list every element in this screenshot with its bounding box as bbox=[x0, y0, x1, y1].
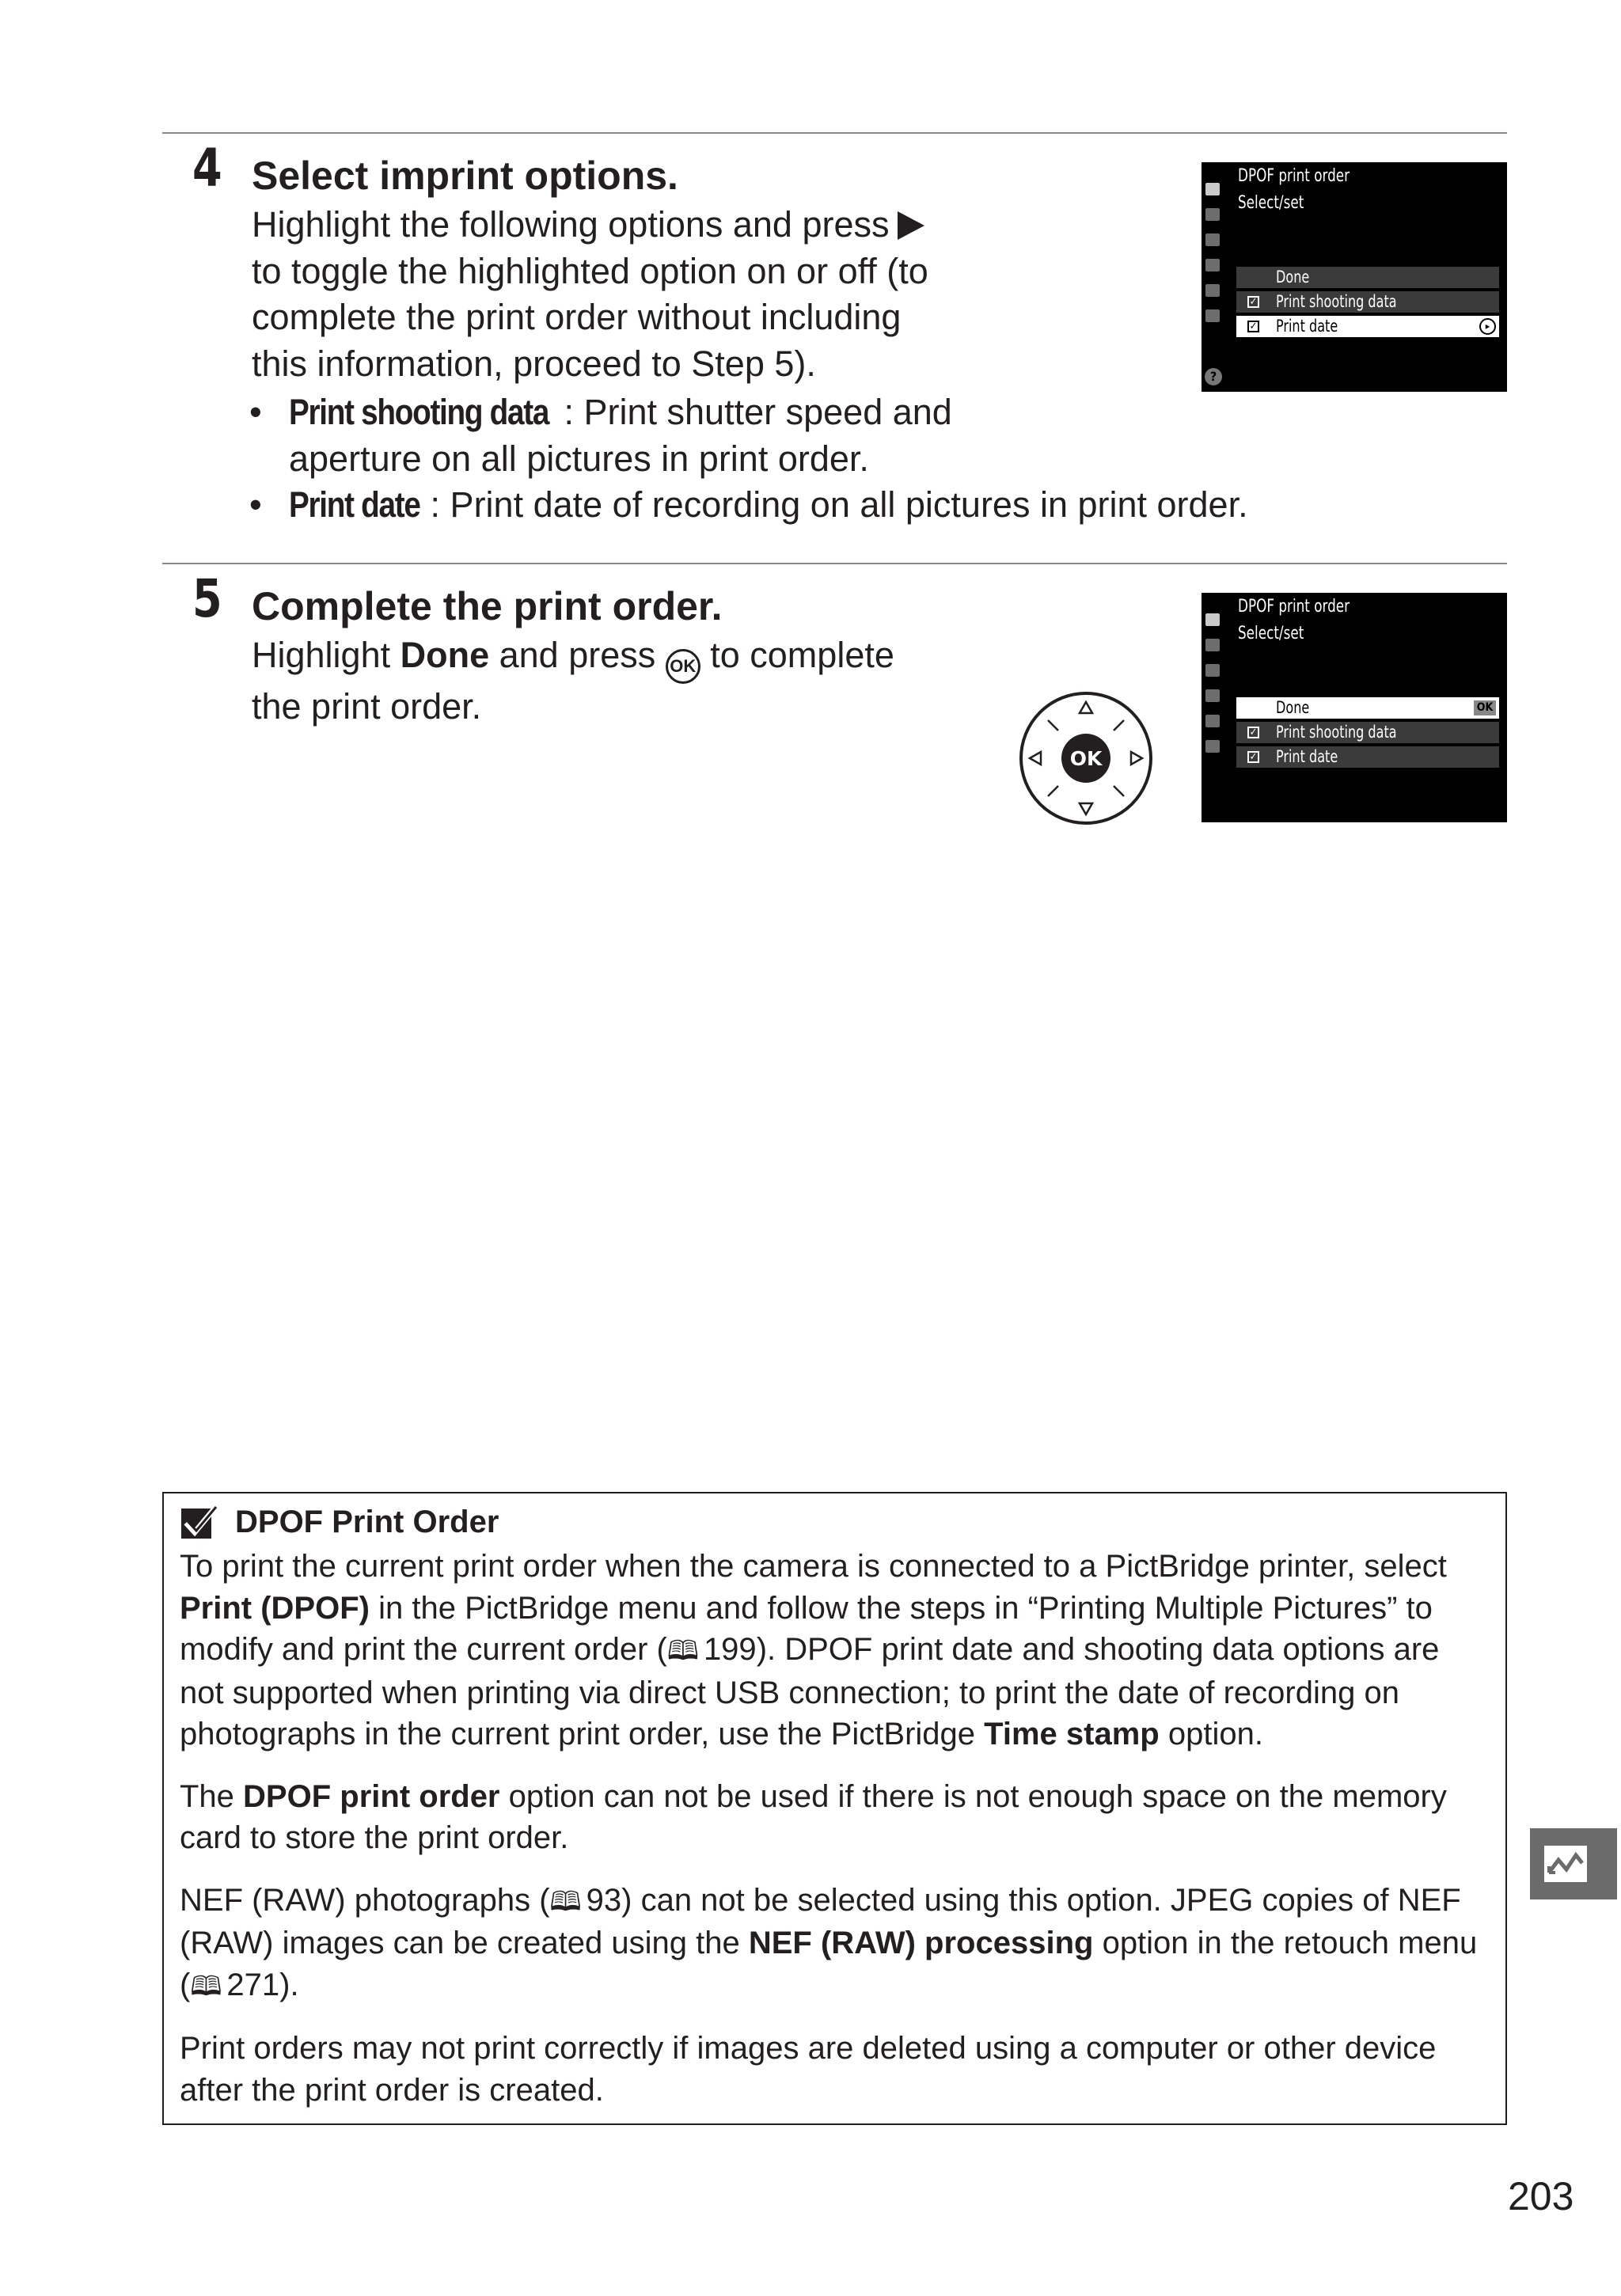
ok-button-glyph: OK bbox=[666, 649, 700, 684]
note-box-dpof-print-order bbox=[162, 1492, 1507, 2125]
pencil-icon bbox=[1205, 664, 1220, 677]
step-5-body: Highlight Done and press OK to complete the print order. bbox=[252, 632, 894, 731]
book-reference-icon: 🕮 bbox=[190, 1970, 222, 2002]
step-number-4: 4 bbox=[192, 138, 222, 199]
step-4-body-line-3: complete the print order without including bbox=[252, 297, 902, 337]
menu-sidebar bbox=[1202, 607, 1224, 805]
multi-selector-dial-icon bbox=[1019, 691, 1153, 825]
screen-title: DPOF print order bbox=[1238, 597, 1350, 617]
menu-row-print-shooting-data[interactable]: ✓ Print shooting data bbox=[1236, 291, 1499, 313]
checkmark-note-icon bbox=[180, 1505, 218, 1540]
term-print-date: Print date bbox=[289, 484, 420, 525]
checkbox-checked-icon: ✓ bbox=[1247, 727, 1259, 738]
camera-screen-complete-order bbox=[1202, 593, 1507, 822]
dial-ok-label: OK bbox=[1069, 747, 1103, 770]
screen-subtitle: Select/set bbox=[1238, 193, 1304, 213]
note-paragraph-1: To print the current print order when the camera is connected to a PictBridge printer, select Print (DPOF) in the PictBridge menu and follow the steps in “Printing Multiple Pictures” to modify and print the current order (🕮 199). DPOF print date and shooting data options are not supported when printing via direct USB connection; to print the date of recording on photographs in the current print order, use the PictBridge Time stamp option. bbox=[180, 1549, 1447, 1751]
help-icon: ? bbox=[1205, 368, 1222, 385]
menu-row-print-date[interactable]: ✓ Print date bbox=[1236, 746, 1499, 768]
step-4-body-line-4: this information, proceed to Step 5). bbox=[252, 343, 816, 384]
note-paragraph-4: Print orders may not print correctly if images are deleted using a computer or other device after the print order is created. bbox=[180, 2031, 1437, 2108]
camera-screen-imprint-options bbox=[1202, 162, 1507, 392]
note-paragraph-3: NEF (RAW) photographs (🕮 93) can not be selected using this option. JPEG copies of NEF (RAW) images can be created using the NEF (RAW) processing option in the retouch menu (🕮 271). bbox=[180, 1880, 1501, 2008]
book-reference-icon: 🕮 bbox=[549, 1885, 582, 1918]
recent-settings-icon bbox=[1205, 309, 1220, 322]
step-5-title: Complete the print order. bbox=[252, 584, 723, 628]
menu-row-print-shooting-data[interactable]: ✓ Print shooting data bbox=[1236, 722, 1499, 743]
menu-row-done[interactable]: Done OK bbox=[1236, 697, 1499, 719]
divider-middle bbox=[162, 563, 1507, 564]
step-5-body-line-2: the print order. bbox=[252, 686, 482, 727]
step-4-body bbox=[252, 202, 928, 387]
right-arrow-icon bbox=[898, 211, 924, 240]
menu-sidebar bbox=[1202, 176, 1224, 374]
checkbox-checked-icon: ✓ bbox=[1247, 751, 1259, 763]
playback-menu-icon bbox=[1205, 613, 1220, 626]
step-number-5: 5 bbox=[192, 568, 222, 629]
camera-icon bbox=[1205, 639, 1220, 651]
checkbox-checked-icon: ✓ bbox=[1247, 321, 1259, 332]
bullet-dot: • bbox=[249, 392, 262, 432]
retouch-icon bbox=[1205, 284, 1220, 297]
step-4-body-line-2: to toggle the highlighted option on or off (to bbox=[252, 250, 928, 291]
retouch-icon bbox=[1205, 715, 1220, 727]
page-reference-link[interactable]: 93 bbox=[586, 1882, 622, 1918]
bullet-1-line-2: aperture on all pictures in print order. bbox=[289, 438, 869, 479]
screen-subtitle: Select/set bbox=[1238, 624, 1304, 643]
divider-top bbox=[162, 132, 1507, 134]
note-heading: DPOF Print Order bbox=[180, 1498, 1501, 1546]
checkbox-checked-icon: ✓ bbox=[1247, 296, 1259, 308]
book-reference-icon: 🕮 bbox=[666, 1635, 699, 1667]
page-reference-link[interactable]: 199 bbox=[703, 1632, 757, 1667]
screen-title: DPOF print order bbox=[1238, 166, 1350, 186]
multi-selector-right-icon: ▸ bbox=[1479, 318, 1496, 335]
bullet-dot: • bbox=[249, 484, 262, 525]
note-paragraph-2: The DPOF print order option can not be used if there is not enough space on the memory card to store the print order. bbox=[180, 1778, 1447, 1855]
wrench-icon bbox=[1205, 689, 1220, 702]
page-number: 203 bbox=[1508, 2174, 1574, 2218]
ok-badge-icon: OK bbox=[1473, 700, 1497, 716]
step-4-title: Select imprint options. bbox=[252, 154, 678, 198]
term-print-shooting-data: Print shooting data bbox=[289, 392, 549, 432]
camera-icon bbox=[1205, 208, 1220, 221]
section-tab-marker bbox=[1530, 1828, 1617, 1899]
connection-section-icon bbox=[1544, 1846, 1587, 1882]
recent-settings-icon bbox=[1205, 740, 1220, 753]
bullet-print-shooting-data: • Print shooting data : Print shutter speed and aperture on all pictures in print order. bbox=[249, 389, 1120, 482]
bullet-print-date: • Print date : Print date of recording on all pictures in print order. bbox=[249, 482, 1278, 528]
pencil-icon bbox=[1205, 233, 1220, 246]
menu-row-done[interactable]: Done bbox=[1236, 267, 1499, 288]
wrench-icon bbox=[1205, 259, 1220, 271]
page-reference-link[interactable]: 271 bbox=[226, 1967, 280, 2002]
step-4-body-line-1: Highlight the following options and press bbox=[252, 204, 890, 245]
menu-row-print-date[interactable]: ✓ Print date ▸ bbox=[1236, 316, 1499, 337]
playback-menu-icon bbox=[1205, 183, 1220, 195]
